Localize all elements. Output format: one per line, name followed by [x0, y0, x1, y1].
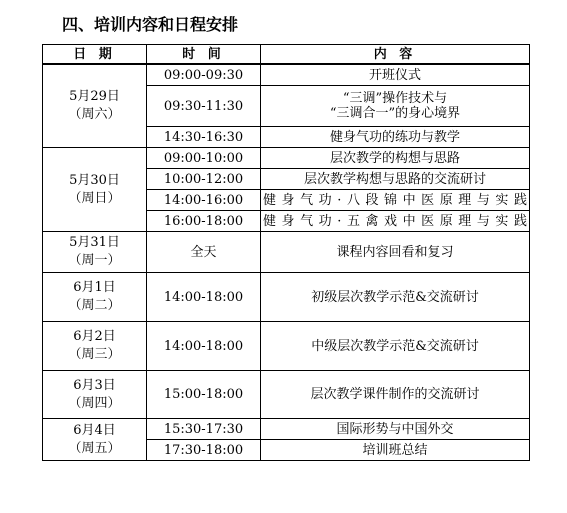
time-cell: 09:30-11:30: [147, 86, 261, 127]
time-cell: 16:00-18:00: [147, 211, 261, 232]
date-cell: [43, 371, 147, 419]
time-cell: 14:00-16:00: [147, 190, 261, 211]
schedule-table: [42, 44, 530, 461]
table-row: [43, 322, 530, 371]
weekday-label: （周日）: [68, 190, 121, 206]
content-cell: [261, 440, 530, 461]
weekday-label: （周二）: [68, 298, 121, 313]
content-line: 中级层次教学示范&交流研讨: [311, 338, 479, 354]
content-line: 培训班总结: [362, 442, 428, 458]
date-label: 6月2日: [73, 329, 116, 344]
content-line: 层次教学的构想与思路: [329, 150, 460, 166]
content-line: 开班仪式: [368, 67, 421, 83]
weekday-label: （周六）: [68, 107, 121, 122]
weekday-label: （周五）: [68, 440, 121, 456]
date-label: 5月29日: [69, 89, 120, 104]
header-date: 日 期: [43, 45, 147, 65]
table-row: [43, 419, 530, 440]
date-label: 6月4日: [73, 422, 116, 438]
date-cell: [43, 232, 147, 273]
time-cell: 全天: [147, 232, 261, 273]
content-cell: [261, 127, 530, 148]
date-cell: [43, 419, 147, 461]
time-cell: 14:00-18:00: [147, 322, 261, 371]
date-label: 6月1日: [73, 280, 116, 295]
table-row: [43, 273, 530, 322]
content-line: “三调合一”的身心境界: [329, 106, 461, 121]
content-cell: [261, 371, 530, 419]
table-row: [43, 148, 530, 169]
content-line: “三调”操作技术与: [342, 91, 448, 106]
content-line: 国际形势与中国外交: [336, 421, 454, 437]
content-cell: [261, 322, 530, 371]
content-cell: [261, 273, 530, 322]
section-title: 四、培训内容和日程安排: [62, 15, 239, 34]
time-cell: 10:00-12:00: [147, 169, 261, 190]
content-line: 健身气功的练功与教学: [329, 129, 460, 145]
time-cell: 14:30-16:30: [147, 127, 261, 148]
time-cell: 15:30-17:30: [147, 419, 261, 440]
table-row: [43, 232, 530, 273]
table-row: [43, 371, 530, 419]
content-line: 课程内容回看和复习: [336, 244, 454, 260]
content-cell: [261, 169, 530, 190]
content-cell: [261, 419, 530, 440]
content-cell: [261, 211, 530, 232]
time-cell: 09:00-09:30: [147, 64, 261, 86]
date-label: 6月3日: [73, 377, 116, 393]
time-cell: 09:00-10:00: [147, 148, 261, 169]
weekday-label: （周一）: [68, 253, 121, 268]
time-cell: 17:30-18:00: [147, 440, 261, 461]
date-cell: [43, 322, 147, 371]
weekday-label: （周三）: [68, 347, 121, 362]
content-line: 健身气功·八段锦中医原理与实践: [263, 192, 527, 208]
date-label: 5月31日: [69, 235, 120, 250]
content-line: 层次教学构想与思路的交流研讨: [303, 171, 486, 187]
date-cell: [43, 148, 147, 232]
table-row: [43, 64, 530, 86]
header-content: 内 容: [261, 45, 530, 65]
weekday-label: （周四）: [68, 395, 121, 411]
time-cell: 15:00-18:00: [147, 371, 261, 419]
date-cell: [43, 273, 147, 322]
date-cell: [43, 64, 147, 148]
content-line: 层次教学课件制作的交流研讨: [310, 387, 480, 402]
date-label: 5月30日: [69, 172, 120, 188]
content-cell: [261, 64, 530, 86]
content-cell: [261, 148, 530, 169]
content-cell: [261, 232, 530, 273]
content-cell: [261, 86, 530, 127]
time-cell: 14:00-18:00: [147, 273, 261, 322]
header-time: 时 间: [147, 45, 261, 65]
content-cell: [261, 190, 530, 211]
content-line: 健身气功·五禽戏中医原理与实践: [263, 213, 527, 229]
content-line: 初级层次教学示范&交流研讨: [311, 289, 479, 305]
table-header-row: [43, 45, 530, 65]
